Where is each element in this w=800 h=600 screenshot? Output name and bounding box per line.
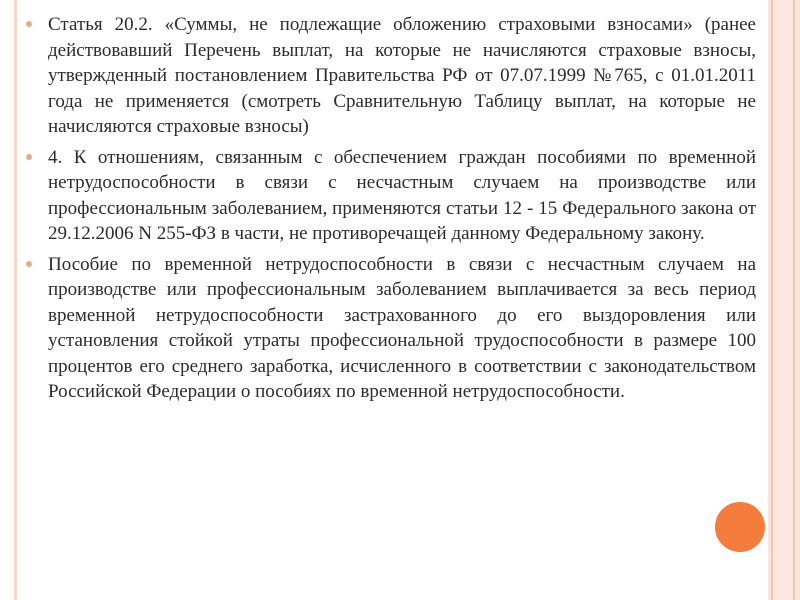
orange-circle-decoration [712, 499, 768, 555]
left-decorative-rule [14, 0, 17, 600]
list-item [26, 252, 756, 405]
paragraph-text: Статья 20.2. «Суммы, не подлежащие обложению страховыми взносами» (ранее действовавший Перечень выплат, на которые не начисляются страховые взносы, утвержденный постановлением Правительства РФ от 07.07.1999 №765, с 01.01.2011 года не применяется (смотреть Сравнительную Таблицу выплат, на которые не начисляются страховые взносы) [48, 14, 756, 137]
bullet-icon [26, 261, 32, 267]
right-band-line [793, 0, 795, 600]
list-item [26, 12, 756, 140]
slide-content [26, 12, 756, 410]
bullet-icon [26, 154, 32, 160]
paragraph-text: Пособие по временной нетрудоспособности в связи с несчастным случаем на производстве или профессиональным заболеванием выплачивается за весь период временной нетрудоспособности застрахованного до его выздоровления или установления стойкой утраты профессиональной трудоспособности в размере 100 процентов его среднего заработка, исчисленного в соответствии с законодательством Российской Федерации о пособиях по временной нетрудоспособности. [48, 253, 756, 402]
paragraph-text: 4. К отношениям, связанным с обеспечением граждан пособиями по временной нетрудоспособности в связи с несчастным случаем на производстве или профессиональным заболеванием, применяются статьи 12 - 15 Федерального закона от 29.12.2006 N 255-ФЗ в части, не противоречащей данному Федеральному закону. [48, 146, 756, 244]
bullet-icon [26, 21, 32, 27]
list-item [26, 145, 756, 247]
right-band-line [771, 0, 773, 600]
